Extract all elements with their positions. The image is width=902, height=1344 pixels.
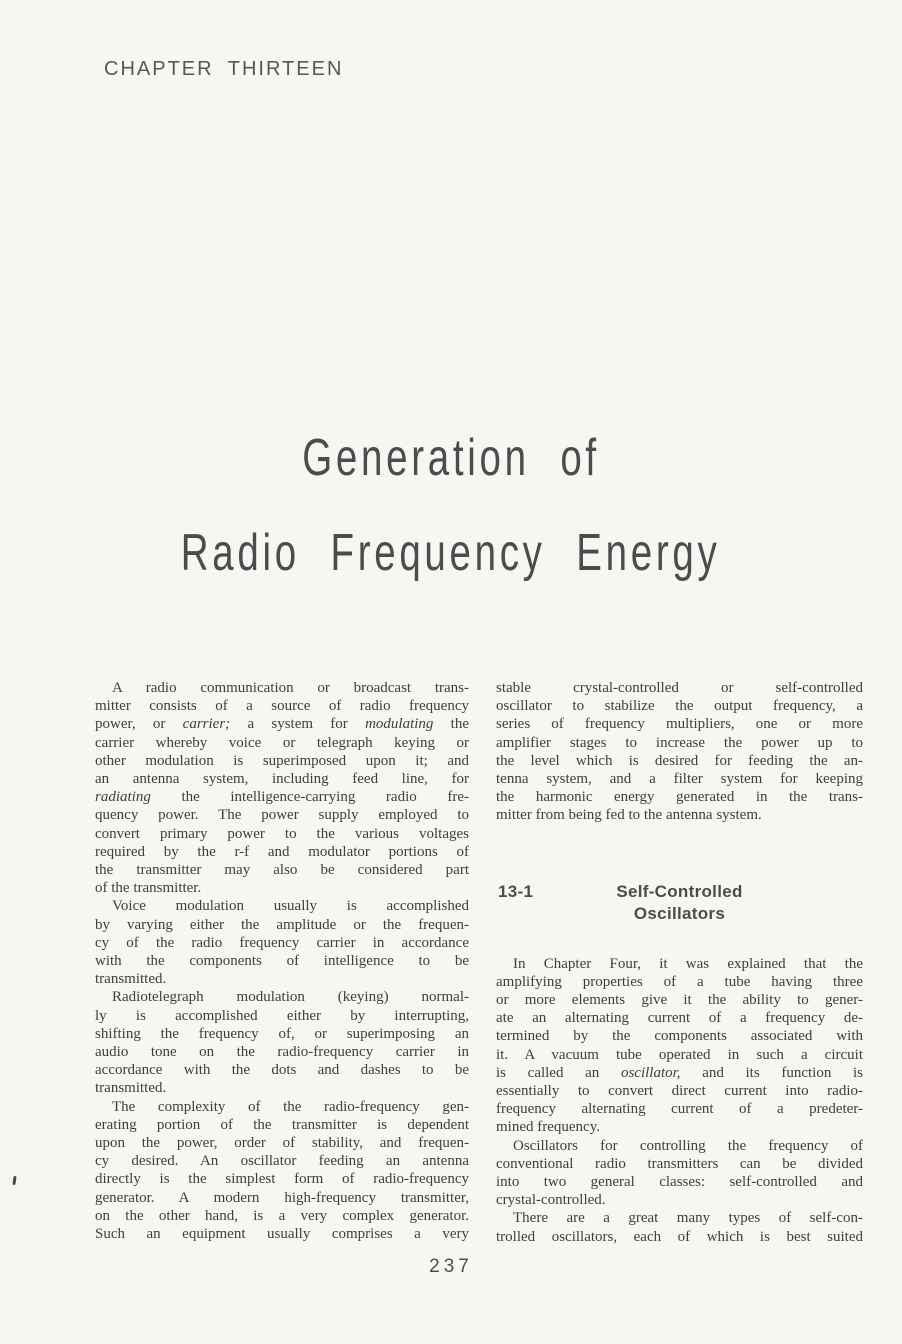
section-heading — [496, 881, 863, 925]
text-line: stable crystal-controlled or self-controlled — [496, 680, 863, 696]
text-line: erating portion of the transmitter is dependent — [95, 1116, 469, 1133]
page-title-line-1: Generation of — [302, 429, 600, 487]
text-line: essentially to convert direct current into radio- — [496, 1083, 863, 1100]
text-line: tenna system, and a filter system for keeping — [496, 771, 863, 788]
text-line: into two general classes: self-controlled and — [496, 1174, 863, 1191]
text-line: mitter from being fed to the antenna system. — [496, 807, 762, 824]
page-number: 237 — [429, 1256, 473, 1277]
section-number: 13-1 — [498, 881, 534, 901]
text-line: mined frequency. — [496, 1119, 600, 1136]
right-column-bottom-paragraphs — [496, 955, 863, 1246]
text-line: amplifying properties of a tube having three — [496, 973, 863, 990]
paragraph — [496, 679, 863, 825]
text-line: accordance with the dots and dashes to be — [95, 1062, 469, 1079]
text-line: Voice modulation usually is accomplished — [112, 898, 469, 915]
text-line: upon the power, order of stability, and frequen- — [95, 1135, 469, 1152]
text-line: Radiotelegraph modulation (keying) normal- — [112, 989, 469, 1006]
text-line: A radio communication or broadcast trans- — [112, 680, 469, 696]
text-line: termined by the components associated with — [496, 1028, 863, 1045]
text-line: it. A vacuum tube operated in such a circuit — [496, 1046, 863, 1063]
text-line: oscillator to stabilize the output frequency, a — [496, 698, 863, 715]
paragraph — [95, 1098, 469, 1244]
scan-speck — [12, 1176, 16, 1185]
text-line: of the transmitter. — [95, 880, 202, 897]
text-line: amplifier stages to increase the power up to — [496, 734, 863, 751]
right-text-column — [496, 679, 863, 1246]
text-line: conventional radio transmitters can be divided — [496, 1155, 863, 1172]
text-line: on the other hand, is a very complex generator. — [95, 1207, 469, 1224]
text-line: In Chapter Four, it was explained that the — [513, 955, 863, 972]
section-title-line-1: Self-Controlled — [616, 881, 743, 901]
text-line: by varying either the amplitude or the frequen- — [95, 916, 469, 933]
text-line: required by the r-f and modulator portions of — [95, 843, 469, 860]
text-line: cy desired. An oscillator feeding an antenna — [95, 1153, 469, 1170]
paragraph — [95, 988, 469, 1097]
text-line: or more elements give it the ability to gener- — [496, 992, 863, 1009]
text-line: the transmitter may also be considered part — [95, 862, 469, 879]
text-line: carrier whereby voice or telegraph keying or — [95, 734, 469, 751]
text-line: audio tone on the radio-frequency carrier in — [95, 1044, 469, 1061]
text-line: ly is accomplished either by interrupting, — [95, 1007, 469, 1024]
text-line: series of frequency multipliers, one or more — [496, 716, 863, 733]
text-line: crystal-controlled. — [496, 1192, 606, 1209]
page-title-line-2: Radio Frequency Energy — [181, 524, 721, 582]
text-line: is called an oscillator, and its function is — [496, 1064, 863, 1081]
text-line: Such an equipment usually comprises a very — [95, 1226, 469, 1243]
text-line: cy of the radio frequency carrier in accordance — [95, 934, 469, 951]
text-line: ate an alternating current of a frequency de- — [496, 1010, 863, 1027]
text-line: power, or carrier; a system for modulating the — [95, 716, 469, 733]
text-line: convert primary power to the various voltages — [95, 825, 469, 842]
text-line: frequency alternating current of a predeter- — [496, 1101, 863, 1118]
paragraph — [496, 1209, 863, 1245]
text-line: transmitted. — [95, 1080, 167, 1097]
text-line: shifting the frequency of, or superimposing an — [95, 1025, 469, 1042]
paragraph — [496, 1137, 863, 1210]
text-line: the harmonic energy generated in the trans- — [496, 789, 863, 806]
text-line: with the components of intelligence to be — [95, 953, 469, 970]
paragraph — [95, 897, 469, 988]
text-line: an antenna system, including feed line, for — [95, 771, 469, 788]
left-text-column — [95, 679, 469, 1243]
page-title — [0, 428, 902, 583]
text-line: quency power. The power supply employed to — [95, 807, 469, 824]
right-column-top-paragraphs — [496, 679, 863, 825]
text-line: transmitted. — [95, 971, 167, 988]
text-line: The complexity of the radio-frequency gen- — [112, 1098, 469, 1115]
text-line: the level which is desired for feeding the an- — [496, 752, 863, 769]
text-line: There are a great many types of self-con- — [513, 1210, 863, 1227]
text-line: mitter consists of a source of radio frequency — [95, 698, 469, 715]
text-line: other modulation is superimposed upon it; and — [95, 752, 469, 769]
text-line: directly is the simplest form of radio-frequency — [95, 1171, 469, 1188]
text-line: generator. A modern high-frequency transmitter, — [95, 1189, 469, 1206]
paragraph — [496, 955, 863, 1137]
text-line: Oscillators for controlling the frequency of — [513, 1137, 863, 1154]
paragraph — [95, 679, 469, 897]
section-title-line-2: Oscillators — [633, 903, 726, 923]
text-line: radiating the intelligence-carrying radio fre- — [95, 789, 469, 806]
text-line: trolled oscillators, each of which is best suited — [496, 1228, 863, 1245]
chapter-heading: CHAPTER THIRTEEN — [104, 58, 344, 80]
